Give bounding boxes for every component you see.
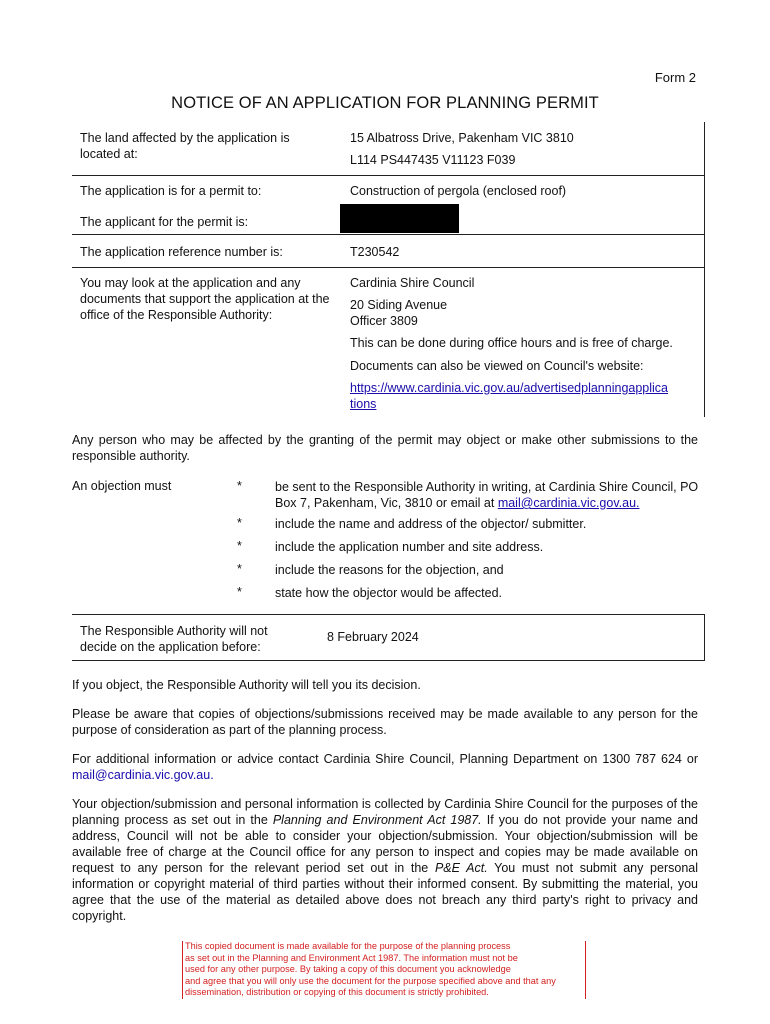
act-abbrev: P&E Act.	[434, 861, 488, 875]
row-divider	[72, 267, 704, 268]
application-details-table	[72, 122, 704, 417]
act-name: Planning and Environment Act 1987.	[272, 813, 482, 827]
disclaimer-line: dissemination, distribution or copying of this document is strictly prohibited.	[185, 987, 489, 997]
bullet-star: *	[237, 585, 242, 599]
privacy-text-1: Your objection/submission and personal information is collected by Cardinia Shire Council for the purposes of the planning process as set out in the	[72, 797, 698, 827]
privacy-text-3: You must not submit any personal information or copyright material of third parties without their informed consent. By submitting the material, you agree that the use of the material as detailed above does not breach any third party's right to privacy and copyright.	[72, 861, 699, 923]
list-item-text: be sent to the Responsible Authority in writing, at Cardinia Shire Council, PO Box 7, Pakenham, Vic, 3810 or email at	[275, 480, 699, 510]
bullet-star: *	[237, 539, 242, 553]
copy-disclaimer	[182, 941, 586, 999]
contact-info	[72, 751, 698, 783]
decision-date-box	[72, 614, 705, 661]
land-label: The land affected by the application is located at:	[80, 131, 290, 161]
page-title: NOTICE OF AN APPLICATION FOR PLANNING PERMIT	[171, 94, 599, 112]
website-url-line2[interactable]: tions	[350, 397, 377, 411]
privacy-statement	[72, 796, 698, 924]
list-item: include the name and address of the objector/ submitter.	[275, 517, 587, 531]
applicant-redaction	[340, 204, 459, 233]
disclaimer-line: used for any other purpose. By taking a copy of this document you acknowledge	[185, 964, 511, 974]
website-url-line1[interactable]: https://www.cardinia.vic.gov.au/advertisedplanningapplica	[350, 381, 669, 395]
office-name: Cardinia Shire Council	[350, 276, 475, 290]
office-suburb: Officer 3809	[350, 314, 418, 328]
bullet-star: *	[237, 562, 242, 576]
website-note: Documents can also be viewed on Council's website:	[350, 359, 644, 373]
land-address: 15 Albatross Drive, Pakenham VIC 3810	[350, 131, 574, 145]
view-location-label: You may look at the application and any documents that support the application at the office of the Responsible Authority:	[80, 276, 330, 322]
list-item	[275, 479, 700, 511]
decision-date-value: 8 February 2024	[327, 630, 419, 644]
decision-notice: If you object, the Responsible Authority will tell you its decision.	[72, 678, 421, 692]
row-divider	[72, 234, 704, 235]
land-lot: L114 PS447435 V11123 F039	[350, 153, 516, 167]
list-item: include the application number and site address.	[275, 540, 544, 554]
objection-email-link[interactable]: mail@cardinia.vic.gov.au.	[497, 496, 640, 510]
table-right-border	[704, 122, 705, 417]
copies-notice: Please be aware that copies of objections/submissions received may be made available to any person for the purpose of consideration as part of the planning process.	[72, 707, 698, 737]
form-number: Form 2	[654, 70, 696, 85]
disclaimer-line: This copied document is made available for the purpose of the planning process	[185, 941, 511, 951]
website-link[interactable]	[350, 380, 700, 412]
list-item: state how the objector would be affected.	[275, 586, 503, 600]
list-item: include the reasons for the objection, and	[275, 563, 504, 577]
office-street: 20 Siding Avenue	[350, 298, 448, 312]
permit-for-value: Construction of pergola (enclosed roof)	[350, 184, 567, 198]
decision-date-label: The Responsible Authority will not decide on the application before:	[80, 624, 268, 654]
contact-text: For additional information or advice contact Cardinia Shire Council, Planning Department on 1300 787 624 or	[72, 752, 698, 766]
bullet-star: *	[237, 479, 242, 493]
reference-value: T230542	[350, 245, 400, 259]
objection-label: An objection must	[72, 479, 172, 493]
row-divider	[72, 175, 704, 176]
objection-intro: Any person who may be affected by the granting of the permit may object or make other submissions to the responsible authority.	[72, 433, 698, 463]
applicant-label: The applicant for the permit is:	[80, 215, 249, 229]
contact-email-link[interactable]: mail@cardinia.vic.gov.au.	[72, 768, 214, 782]
privacy-text-2: If you do not provide your name and address, Council will not be able to consider your objection/submission. Your objection/submission will be available free of charge at the Council office for any person to inspect and copies may be made available on request to any person for the relevant period set out in the	[72, 813, 698, 875]
disclaimer-line: as set out in the Planning and Environment Act 1987. The information must not be	[185, 952, 518, 963]
disclaimer-line: and agree that you will only use the document for the purpose specified above and that any	[185, 975, 556, 986]
reference-label: The application reference number is:	[80, 245, 283, 259]
permit-for-label: The application is for a permit to:	[80, 184, 262, 198]
office-hours-note: This can be done during office hours and is free of charge.	[350, 336, 673, 350]
bullet-star: *	[237, 516, 242, 530]
